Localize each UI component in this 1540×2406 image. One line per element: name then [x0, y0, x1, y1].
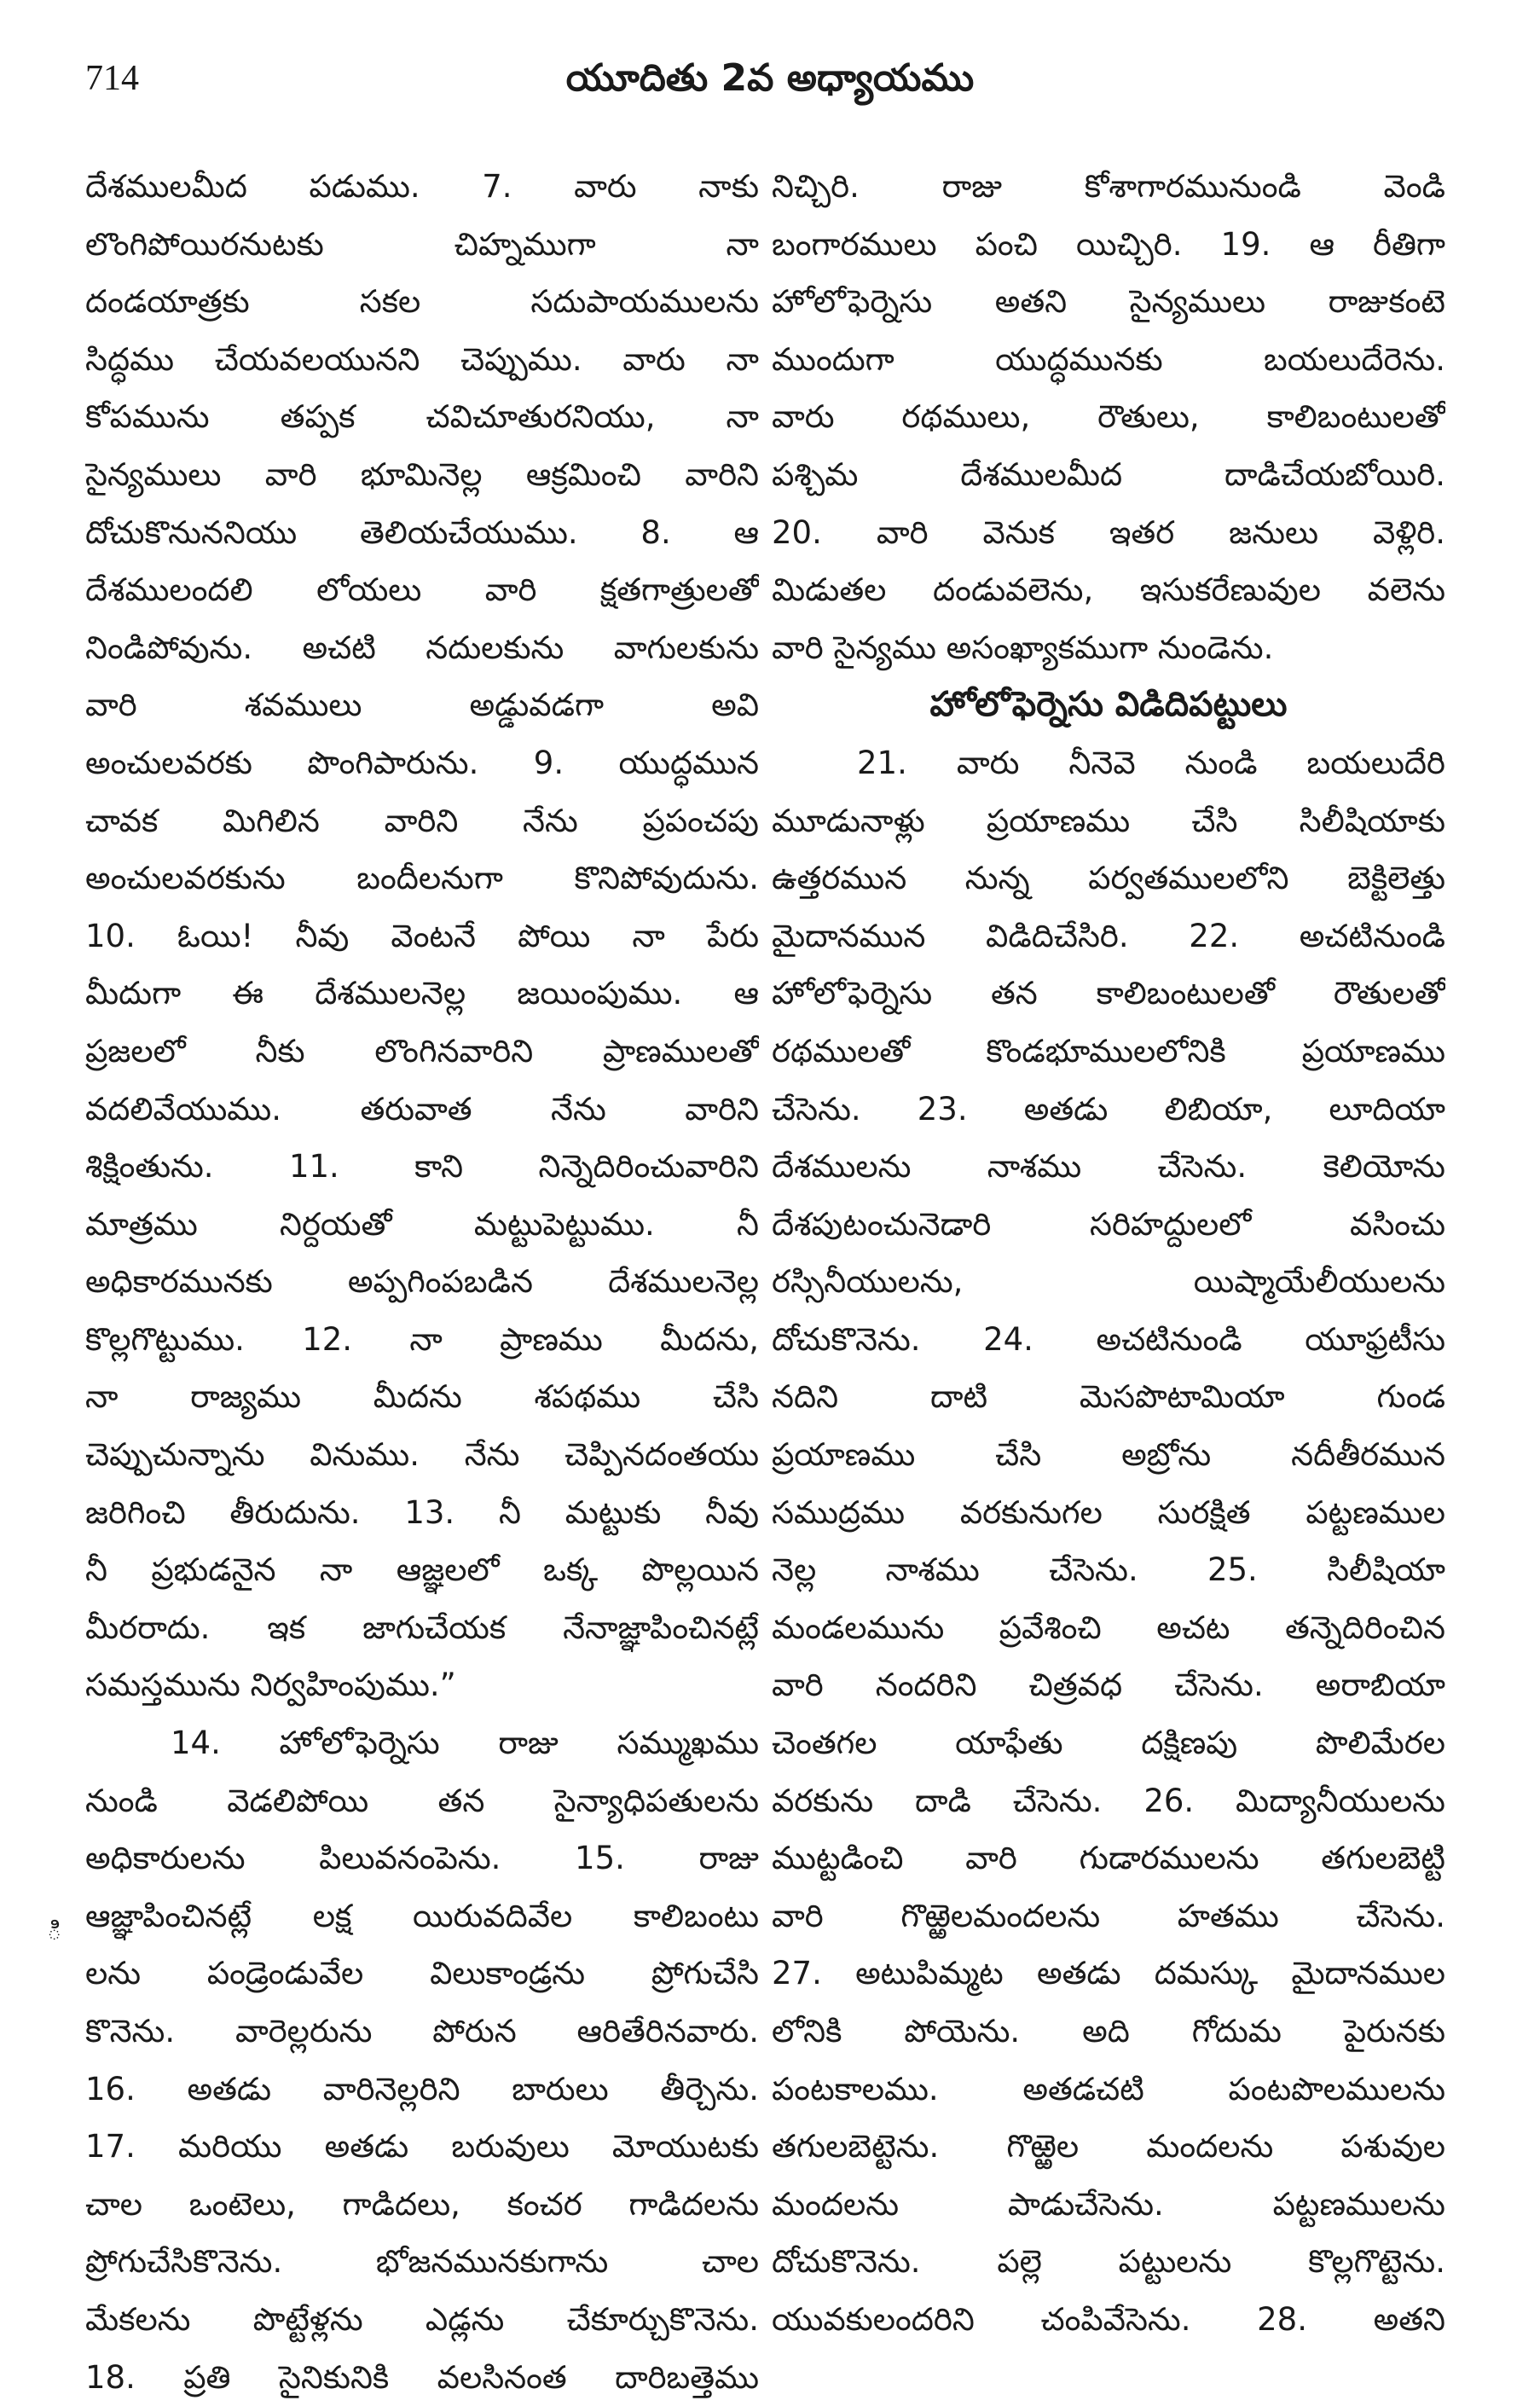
text-line: పంటకాలము. అతడచటి పంటపొలములను — [772, 2070, 1445, 2107]
text-line: ప్రజలలో నీకు లొంగినవారిని ప్రాణములతో — [85, 1032, 759, 1070]
text-line: మైదానమున విడిదిచేసిరి. 22. అచటినుండి — [772, 917, 1445, 954]
text-line: నుండి వెడలిపోయి తన సైన్యాధిపతులను — [85, 1782, 759, 1819]
text-line: హోలోఫెర్నెసు తన కాలిబంటులతో రౌతులతో — [772, 975, 1445, 1012]
text-line: హోలోఫెర్నెసు అతని సైన్యములు రాజుకంటె — [772, 283, 1445, 321]
text-line: కొల్లగొట్టుము. 12. నా ప్రాణము మీదను, — [85, 1320, 759, 1358]
text-line: చెప్పుచున్నాను వినుము. నేను చెప్పినదంతయు — [85, 1436, 759, 1474]
text-line: మీదుగా ఈ దేశములనెల్ల జయింపుము. ఆ — [85, 975, 759, 1012]
text-line: నీ ప్రభుడనైన నా ఆజ్ఞలలో ఒక్క పొల్లయిన — [85, 1551, 759, 1589]
text-line: జరిగించి తీరుదును. 13. నీ మట్టుకు నీవు — [85, 1493, 759, 1531]
text-line: నా రాజ్యము మీదను శపథము చేసి — [85, 1378, 759, 1416]
text-line: అధికారమునకు అప్పగింపబడిన దేశములనెల్ల — [85, 1263, 759, 1301]
text-line: నెల్ల నాశము చేసెను. 25. సిలీషియా — [772, 1551, 1445, 1589]
section-heading: హోలోఫెర్నెసు విడిదిపట్టులు — [929, 685, 1288, 725]
text-line: వారి గొఱ్ఱెలమందలను హతము చేసెను. — [772, 1897, 1445, 1934]
text-line: చెంతగల యాఫేతు దక్షిణపు పొలిమేరల — [772, 1725, 1445, 1762]
text-line: నదిని దాటి మెసపొటామియా గుండ — [772, 1378, 1445, 1416]
page-header — [85, 44, 1455, 113]
text-line: దేశములందలి లోయలు వారి క్షతగాత్రులతో — [85, 571, 759, 609]
text-line: వారు రథములు, రౌతులు, కాలిబంటులతో — [772, 398, 1445, 436]
text-line: సమస్తమును నిర్వహింపుము.” — [85, 1667, 456, 1704]
text-line: దేశములమీద పడుము. 7. వారు నాకు — [85, 168, 759, 205]
text-line: 14. హోలోఫెర్నెసు రాజు సమ్ముఖము — [171, 1725, 759, 1762]
text-line: చేసెను. 23. అతడు లిబియా, లూదియా — [772, 1090, 1445, 1128]
text-line: 27. అటుపిమ్మట అతడు దమస్కు మైదానముల — [772, 1955, 1445, 1992]
text-line: దేశములను నాశము చేసెను. కెలియోను — [772, 1148, 1445, 1186]
text-line: 21. వారు నీనెవె నుండి బయలుదేరి — [857, 744, 1445, 781]
text-line: రస్సినీయులను, యిష్మాయేలీయులను — [772, 1263, 1445, 1301]
margin-mark: ి — [47, 1916, 62, 1946]
text-line: నిచ్చిరి. రాజు కోశాగారమునుండి వెండి — [772, 168, 1445, 205]
text-line: లను పండ్రెండువేల విలుకాండ్రను ప్రోగుచేసి — [85, 1955, 759, 1992]
text-line: ఆజ్ఞాపించినట్లే లక్ష యిరువదివేల కాలిబంటు — [85, 1897, 759, 1934]
text-line: ఉత్తరమున నున్న పర్వతములలోని బెక్టిలెత్తు — [772, 860, 1445, 897]
text-line: బంగారములు పంచి యిచ్చిరి. 19. ఆ రీతిగా — [772, 225, 1445, 263]
text-line: వారి నందరిని చిత్రవధ చేసెను. అరాబియా — [772, 1667, 1445, 1704]
text-line: 18. ప్రతి సైనికునికి వలసినంత దారిబత్తెము — [85, 2358, 759, 2396]
text-line: మీరరాదు. ఇక జాగుచేయక నేనాజ్ఞాపించినట్లే — [85, 1609, 759, 1646]
text-line: మండలమును ప్రవేశించి అచట తన్నెదిరించిన — [772, 1609, 1445, 1646]
text-line: 16. అతడు వారినెల్లరిని బారులు తీర్చెను. — [85, 2070, 759, 2107]
text-line: దండయాత్రకు సకల సదుపాయములను — [85, 283, 759, 321]
text-line: అధికారులను పిలువనంపెను. 15. రాజు — [85, 1840, 759, 1877]
text-line: చాల ఒంటెలు, గాడిదలు, కంచర గాడిదలను — [85, 2185, 759, 2223]
text-line: యువకులందరిని చంపివేసెను. 28. అతని — [772, 2300, 1445, 2338]
text-line: చావక మిగిలిన వారిని నేను ప్రపంచపు — [85, 802, 759, 839]
text-line: ముట్టడించి వారి గుడారములను తగులబెట్టి — [772, 1840, 1445, 1877]
text-line: అంచులవరకును బందీలనుగా కొనిపోవుదును. — [85, 860, 759, 897]
text-line: సిద్ధము చేయవలయునని చెప్పుము. వారు నా — [85, 340, 759, 378]
text-line: రథములతో కొండభూములలోనికి ప్రయాణము — [772, 1032, 1445, 1070]
text-line: శిక్షింతును. 11. కాని నిన్నెదిరించువారిని — [85, 1148, 759, 1186]
text-line: 17. మరియు అతడు బరువులు మోయుటకు — [85, 2128, 759, 2165]
text-line: ప్రోగుచేసికొనెను. భోజనమునకుగాను చాల — [85, 2243, 759, 2281]
text-line: మాత్రము నిర్దయతో మట్టుపెట్టుము. నీ — [85, 1205, 759, 1243]
text-line: దేశపుటంచునెడారి సరిహద్దులలో వసించు — [772, 1205, 1445, 1243]
text-line: ముందుగా యుద్ధమునకు బయలుదేరెను. — [772, 340, 1445, 378]
text-line: వదలివేయుము. తరువాత నేను వారిని — [85, 1090, 759, 1128]
text-line: పశ్చిమ దేశములమీద దాడిచేయబోయిరి. — [772, 455, 1445, 493]
text-line: అంచులవరకు పొంగిపారును. 9. యుద్ధమున — [85, 744, 759, 781]
text-line: 10. ఓయి! నీవు వెంటనే పోయి నా పేరు — [85, 917, 759, 954]
text-line: సైన్యములు వారి భూమినెల్ల ఆక్రమించి వారిని — [85, 455, 759, 493]
text-line: దోచుకొనెను. పల్లె పట్టులను కొల్లగొట్టెను. — [772, 2243, 1445, 2281]
text-line: లొంగిపోయిరనుటకు చిహ్నముగా నా — [85, 225, 759, 263]
text-line: కొనెను. వారెల్లరును పోరున ఆరితేరినవారు. — [85, 2013, 759, 2049]
text-line: వరకును దాడి చేసెను. 26. మిద్యానీయులను — [772, 1782, 1445, 1819]
text-line: మందలను పాడుచేసెను. పట్టణములను — [772, 2185, 1445, 2223]
text-line: లోనికి పోయెను. అది గోదుమ పైరునకు — [772, 2013, 1445, 2049]
text-line: నిండిపోవును. అచటి నదులకును వాగులకును — [85, 629, 759, 666]
text-line: తగులబెట్టెను. గొఱ్ఱెల మందలను పశువుల — [772, 2128, 1445, 2165]
running-title: యూదితు 2వ అధ్యాయము — [565, 56, 975, 100]
text-line: దోచుకొనెను. 24. అచటినుండి యూఫ్రటీసు — [772, 1320, 1445, 1358]
right-column — [772, 158, 1445, 2349]
text-line: మేకలను పొట్టేళ్లను ఎడ్లను చేకూర్చుకొనెను. — [85, 2300, 759, 2338]
text-line: మిడుతల దండువలెను, ఇసుకరేణువుల వలెను — [772, 571, 1445, 609]
left-column — [85, 158, 759, 2406]
page-number: 714 — [85, 59, 139, 98]
text-line: ప్రయాణము చేసి అబ్రోను నదీతీరమున — [772, 1436, 1445, 1474]
text-line: మూడునాళ్లు ప్రయాణము చేసి సిలీషియాకు — [772, 802, 1445, 839]
text-line: కోపమును తప్పక చవిచూతురనియు, నా — [85, 398, 759, 436]
text-line: సముద్రము వరకునుగల సురక్షిత పట్టణముల — [772, 1493, 1445, 1531]
text-line: దోచుకొనుననియు తెలియచేయుము. 8. ఆ — [85, 513, 759, 551]
text-line: వారి సైన్యము అసంఖ్యాకముగా నుండెను. — [772, 629, 1274, 666]
text-line: వారి శవములు అడ్డువడగా అవి — [85, 687, 759, 724]
text-line: 20. వారి వెనుక ఇతర జనులు వెళ్లిరి. — [772, 513, 1445, 551]
